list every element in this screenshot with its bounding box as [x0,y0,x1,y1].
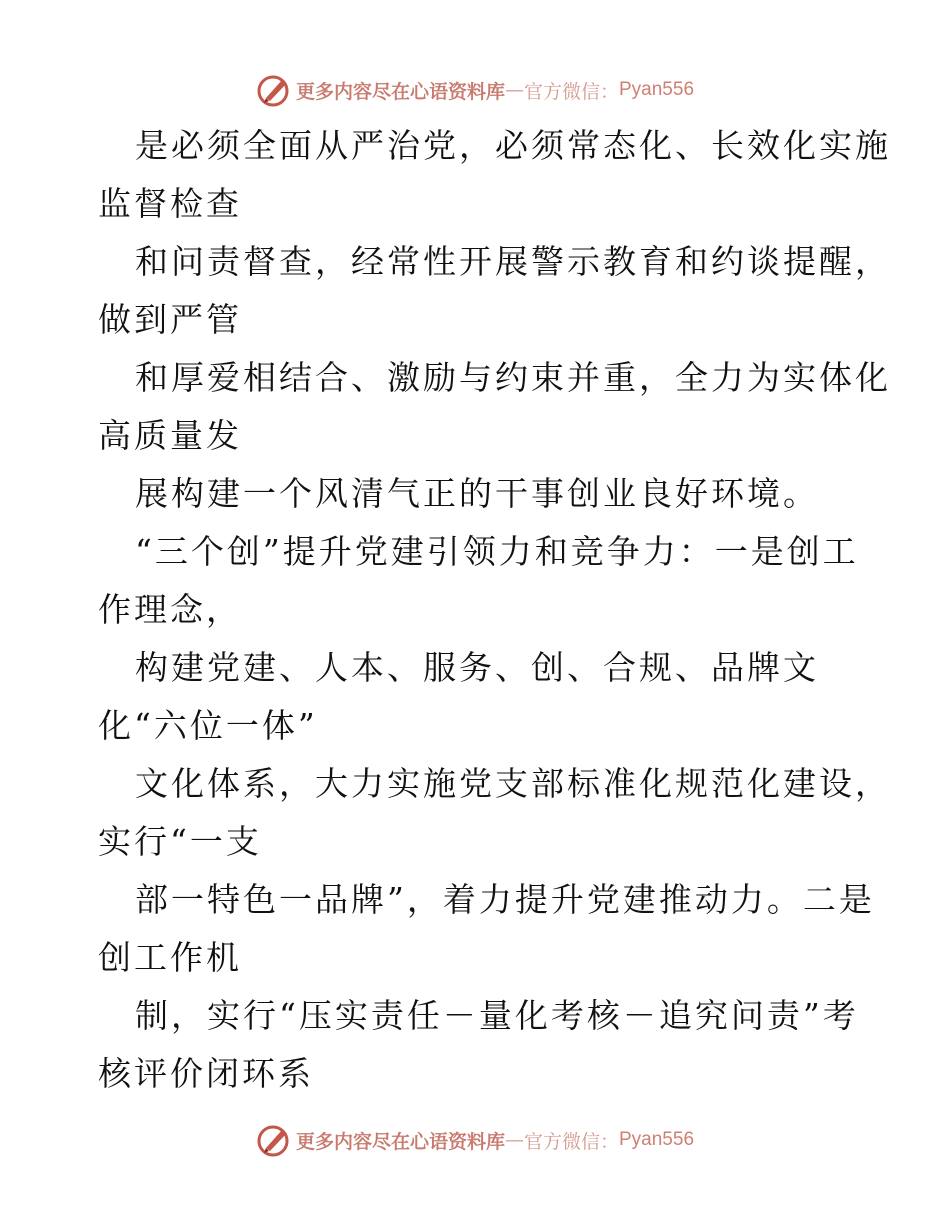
watermark-official-label: 官方微信： [523,1130,619,1153]
watermark-wechat-id: Pyan556 [619,79,695,100]
text-line: 构建党建、人本、服务、创、合规、品牌文 [135,648,819,687]
text-line: 部一特色一品牌”，着力提升党建推动力。二是 [135,880,875,919]
text-line: 做到严管 [98,300,242,339]
footer-watermark [0,1120,950,1160]
text-line: 实行“一支 [98,822,262,861]
watermark-main-text: 更多内容尽在心语资料库 [295,1130,505,1153]
text-line: 是必须全面从严治党，必须常态化、长效化实施 [135,126,891,165]
watermark-main-text: 更多内容尽在心语资料库 [295,80,505,103]
text-line: 和厚爱相结合、激励与约束并重，全力为实体化 [135,358,891,397]
text-line: 创工作机 [98,938,242,977]
pen-logo-icon [256,72,292,108]
text-line: 监督检查 [98,184,242,223]
watermark-official-label: 官方微信： [523,80,619,103]
header-watermark [0,70,950,110]
text-line: 和问责督查，经常性开展警示教育和约谈提醒， [135,242,891,281]
text-line: 高质量发 [98,416,242,455]
text-line: “三个创”提升党建引领力和竞争力：一是创工 [135,532,859,571]
watermark-dash: — [504,79,524,101]
text-line: 化“六位一体” [98,706,318,745]
watermark-dash: — [504,1129,524,1151]
text-line: 展构建一个风清气正的干事创业良好环境。 [135,474,819,513]
watermark-wechat-id: Pyan556 [619,1129,695,1150]
document-body [0,117,950,1103]
pen-logo-icon [256,1122,292,1158]
text-line: 文化体系，大力实施党支部标准化规范化建设， [135,764,891,803]
text-line: 作理念， [98,590,242,629]
text-line: 制，实行“压实责任－量化考核－追究问责”考 [135,996,859,1035]
text-line: 核评价闭环系 [98,1054,314,1093]
